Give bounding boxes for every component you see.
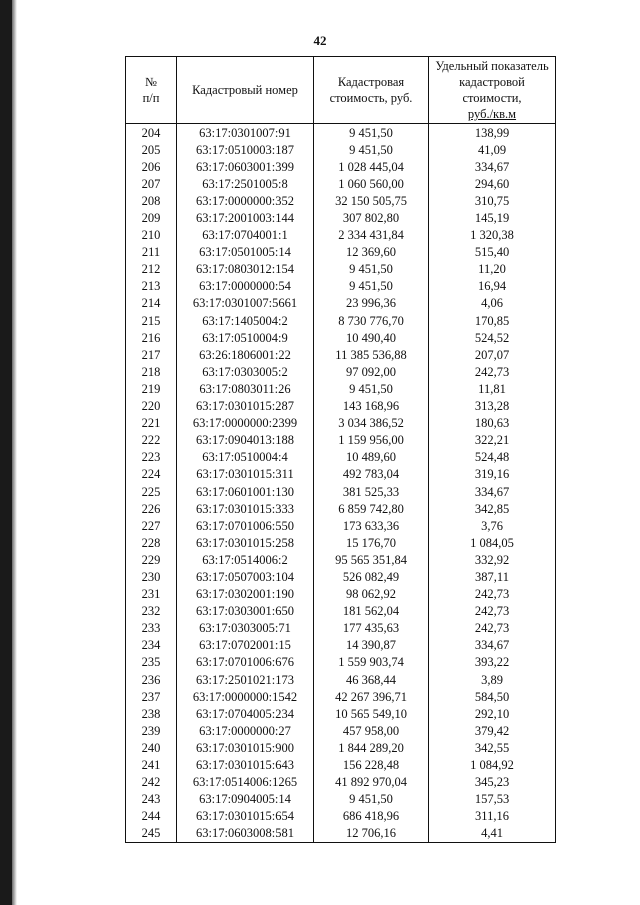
- specific-indicator-cell: 334,67: [429, 483, 556, 500]
- row-number-cell: 240: [126, 739, 177, 756]
- cadastral-number-cell: 63:17:0514006:1265: [177, 774, 314, 791]
- scan-edge-shadow: [12, 0, 17, 905]
- cadastral-value-cell: 1 060 560,00: [314, 175, 429, 192]
- table-row: [126, 244, 556, 261]
- cadastral-value-cell: 98 062,92: [314, 586, 429, 603]
- row-number-cell: 223: [126, 449, 177, 466]
- cadastral-value-cell: 1 028 445,04: [314, 158, 429, 175]
- header-row-number: [126, 57, 177, 124]
- header-value-line2: стоимость, руб.: [329, 91, 413, 105]
- table-row: [126, 329, 556, 346]
- specific-indicator-cell: 157,53: [429, 791, 556, 808]
- row-number-cell: 244: [126, 808, 177, 825]
- table-row: [126, 398, 556, 415]
- specific-indicator-cell: 145,19: [429, 209, 556, 226]
- cadastral-value-cell: 42 267 396,71: [314, 688, 429, 705]
- cadastral-value-cell: 181 562,04: [314, 603, 429, 620]
- cadastral-number-cell: 63:17:0000000:54: [177, 278, 314, 295]
- cadastral-value-cell: 23 996,36: [314, 295, 429, 312]
- cadastral-value-cell: 307 802,80: [314, 209, 429, 226]
- cadastral-number-cell: 63:17:0000000:352: [177, 192, 314, 209]
- row-number-cell: 216: [126, 329, 177, 346]
- cadastral-value-cell: 9 451,50: [314, 124, 429, 142]
- table-row: [126, 739, 556, 756]
- cadastral-number-cell: 63:17:0510004:4: [177, 449, 314, 466]
- cadastral-value-cell: 177 435,63: [314, 620, 429, 637]
- table-row: [126, 551, 556, 568]
- header-cadastral-number: [177, 57, 314, 124]
- table-row: [126, 432, 556, 449]
- table-row: [126, 722, 556, 739]
- header-num-line1: №: [145, 75, 157, 89]
- specific-indicator-cell: 345,23: [429, 774, 556, 791]
- cadastral-value-cell: 9 451,50: [314, 278, 429, 295]
- cadastral-value-cell: 1 844 289,20: [314, 739, 429, 756]
- row-number-cell: 221: [126, 415, 177, 432]
- specific-indicator-cell: 332,92: [429, 551, 556, 568]
- table-row: [126, 278, 556, 295]
- cadastral-value-cell: 1 559 903,74: [314, 654, 429, 671]
- specific-indicator-cell: 387,11: [429, 568, 556, 585]
- cadastral-value-cell: 526 082,49: [314, 568, 429, 585]
- cadastral-number-cell: 63:17:0510004:9: [177, 329, 314, 346]
- row-number-cell: 227: [126, 517, 177, 534]
- table-row: [126, 500, 556, 517]
- table-row: [126, 261, 556, 278]
- row-number-cell: 243: [126, 791, 177, 808]
- scan-dark-edge: [0, 0, 12, 905]
- header-num-line2: п/п: [142, 91, 160, 105]
- cadastral-number-cell: 63:17:0301015:643: [177, 756, 314, 773]
- cadastral-number-cell: 63:17:0603001:399: [177, 158, 314, 175]
- specific-indicator-cell: 11,20: [429, 261, 556, 278]
- cadastral-number-cell: 63:17:0301015:654: [177, 808, 314, 825]
- row-number-cell: 207: [126, 175, 177, 192]
- row-number-cell: 214: [126, 295, 177, 312]
- table-row: [126, 586, 556, 603]
- table-row: [126, 192, 556, 209]
- table-row: [126, 466, 556, 483]
- cadastral-number-cell: 63:17:0302001:190: [177, 586, 314, 603]
- row-number-cell: 230: [126, 568, 177, 585]
- table-row: [126, 517, 556, 534]
- cadastral-number-cell: 63:17:0704001:1: [177, 227, 314, 244]
- cadastral-value-cell: 143 168,96: [314, 398, 429, 415]
- cadastral-value-cell: 12 706,16: [314, 825, 429, 843]
- table-row: [126, 637, 556, 654]
- table-row: [126, 534, 556, 551]
- table-row: [126, 312, 556, 329]
- specific-indicator-cell: 311,16: [429, 808, 556, 825]
- specific-indicator-cell: 138,99: [429, 124, 556, 142]
- cadastral-number-cell: 63:17:2501005:8: [177, 175, 314, 192]
- cadastral-value-cell: 41 892 970,04: [314, 774, 429, 791]
- cadastral-number-cell: 63:17:0601001:130: [177, 483, 314, 500]
- cadastral-value-table: [125, 56, 556, 843]
- cadastral-value-cell: 1 159 956,00: [314, 432, 429, 449]
- row-number-cell: 232: [126, 603, 177, 620]
- specific-indicator-cell: 584,50: [429, 688, 556, 705]
- specific-indicator-cell: 1 320,38: [429, 227, 556, 244]
- cadastral-number-cell: 63:17:0904005:14: [177, 791, 314, 808]
- table-row: [126, 705, 556, 722]
- cadastral-number-cell: 63:17:2501021:173: [177, 671, 314, 688]
- cadastral-value-cell: 95 565 351,84: [314, 551, 429, 568]
- row-number-cell: 212: [126, 261, 177, 278]
- cadastral-number-cell: 63:17:0303005:2: [177, 363, 314, 380]
- table-row: [126, 209, 556, 226]
- specific-indicator-cell: 180,63: [429, 415, 556, 432]
- row-number-cell: 210: [126, 227, 177, 244]
- table-row: [126, 124, 556, 142]
- cadastral-value-cell: 156 228,48: [314, 756, 429, 773]
- specific-indicator-cell: 322,21: [429, 432, 556, 449]
- cadastral-value-cell: 14 390,87: [314, 637, 429, 654]
- row-number-cell: 211: [126, 244, 177, 261]
- row-number-cell: 220: [126, 398, 177, 415]
- cadastral-number-cell: 63:17:0000000:2399: [177, 415, 314, 432]
- specific-indicator-cell: 16,94: [429, 278, 556, 295]
- table-row: [126, 654, 556, 671]
- header-indicator-line1: Удельный показатель: [435, 59, 549, 73]
- table-body: [126, 124, 556, 843]
- specific-indicator-cell: 524,52: [429, 329, 556, 346]
- cadastral-value-cell: 10 565 549,10: [314, 705, 429, 722]
- cadastral-value-cell: 457 958,00: [314, 722, 429, 739]
- specific-indicator-cell: 3,76: [429, 517, 556, 534]
- cadastral-number-cell: 63:17:0301015:287: [177, 398, 314, 415]
- page-number: 42: [313, 33, 327, 48]
- cadastral-value-cell: 686 418,96: [314, 808, 429, 825]
- table-row: [126, 415, 556, 432]
- specific-indicator-cell: 393,22: [429, 654, 556, 671]
- cadastral-number-cell: 63:17:0303001:650: [177, 603, 314, 620]
- cadastral-value-cell: 9 451,50: [314, 141, 429, 158]
- cadastral-value-cell: 15 176,70: [314, 534, 429, 551]
- row-number-cell: 236: [126, 671, 177, 688]
- table-row: [126, 774, 556, 791]
- cadastral-value-cell: 381 525,33: [314, 483, 429, 500]
- cadastral-value-cell: 32 150 505,75: [314, 192, 429, 209]
- cadastral-value-cell: 173 633,36: [314, 517, 429, 534]
- table-row: [126, 295, 556, 312]
- cadastral-value-cell: 46 368,44: [314, 671, 429, 688]
- row-number-cell: 222: [126, 432, 177, 449]
- cadastral-number-cell: 63:17:0301007:91: [177, 124, 314, 142]
- header-cadastral-value: [314, 57, 429, 124]
- row-number-cell: 241: [126, 756, 177, 773]
- cadastral-number-cell: 63:17:0803011:26: [177, 380, 314, 397]
- cadastral-value-cell: 97 092,00: [314, 363, 429, 380]
- header-indicator-line3: стоимости,: [462, 91, 522, 105]
- table-row: [126, 141, 556, 158]
- specific-indicator-cell: 242,73: [429, 620, 556, 637]
- specific-indicator-cell: 292,10: [429, 705, 556, 722]
- row-number-cell: 219: [126, 380, 177, 397]
- cadastral-number-cell: 63:17:0301015:311: [177, 466, 314, 483]
- table-row: [126, 568, 556, 585]
- table-row: [126, 825, 556, 843]
- cadastral-value-cell: 11 385 536,88: [314, 346, 429, 363]
- row-number-cell: 226: [126, 500, 177, 517]
- header-indicator-line4: руб./кв.м: [467, 107, 517, 121]
- row-number-cell: 213: [126, 278, 177, 295]
- row-number-cell: 206: [126, 158, 177, 175]
- row-number-cell: 218: [126, 363, 177, 380]
- table-row: [126, 603, 556, 620]
- row-number-cell: 233: [126, 620, 177, 637]
- specific-indicator-cell: 515,40: [429, 244, 556, 261]
- table-row: [126, 808, 556, 825]
- cadastral-number-cell: 63:17:0000000:27: [177, 722, 314, 739]
- header-value-line1: Кадастровая: [337, 75, 405, 89]
- specific-indicator-cell: 319,16: [429, 466, 556, 483]
- cadastral-number-cell: 63:17:1405004:2: [177, 312, 314, 329]
- specific-indicator-cell: 207,07: [429, 346, 556, 363]
- table-row: [126, 483, 556, 500]
- cadastral-number-cell: 63:17:0301007:5661: [177, 295, 314, 312]
- table-row: [126, 227, 556, 244]
- cadastral-number-cell: 63:17:0803012:154: [177, 261, 314, 278]
- table-row: [126, 363, 556, 380]
- row-number-cell: 209: [126, 209, 177, 226]
- row-number-cell: 245: [126, 825, 177, 843]
- row-number-cell: 242: [126, 774, 177, 791]
- cadastral-number-cell: 63:17:0904013:188: [177, 432, 314, 449]
- row-number-cell: 215: [126, 312, 177, 329]
- row-number-cell: 224: [126, 466, 177, 483]
- specific-indicator-cell: 242,73: [429, 603, 556, 620]
- specific-indicator-cell: 1 084,05: [429, 534, 556, 551]
- row-number-cell: 208: [126, 192, 177, 209]
- row-number-cell: 204: [126, 124, 177, 142]
- specific-indicator-cell: 294,60: [429, 175, 556, 192]
- specific-indicator-cell: 342,85: [429, 500, 556, 517]
- table-row: [126, 175, 556, 192]
- specific-indicator-cell: 3,89: [429, 671, 556, 688]
- specific-indicator-cell: 4,06: [429, 295, 556, 312]
- specific-indicator-cell: 342,55: [429, 739, 556, 756]
- cadastral-number-cell: 63:17:2001003:144: [177, 209, 314, 226]
- row-number-cell: 228: [126, 534, 177, 551]
- specific-indicator-cell: 524,48: [429, 449, 556, 466]
- specific-indicator-cell: 11,81: [429, 380, 556, 397]
- specific-indicator-cell: 334,67: [429, 158, 556, 175]
- specific-indicator-cell: 334,67: [429, 637, 556, 654]
- cadastral-value-cell: 9 451,50: [314, 261, 429, 278]
- cadastral-number-cell: 63:17:0501005:14: [177, 244, 314, 261]
- header-indicator-line2: кадастровой: [459, 75, 525, 89]
- row-number-cell: 231: [126, 586, 177, 603]
- row-number-cell: 205: [126, 141, 177, 158]
- specific-indicator-cell: 242,73: [429, 586, 556, 603]
- cadastral-value-cell: 3 034 386,52: [314, 415, 429, 432]
- specific-indicator-cell: 170,85: [429, 312, 556, 329]
- cadastral-value-cell: 9 451,50: [314, 380, 429, 397]
- row-number-cell: 239: [126, 722, 177, 739]
- specific-indicator-cell: 379,42: [429, 722, 556, 739]
- row-number-cell: 234: [126, 637, 177, 654]
- specific-indicator-cell: 242,73: [429, 363, 556, 380]
- cadastral-value-cell: 492 783,04: [314, 466, 429, 483]
- table-row: [126, 346, 556, 363]
- row-number-cell: 225: [126, 483, 177, 500]
- table-row: [126, 688, 556, 705]
- row-number-cell: 237: [126, 688, 177, 705]
- cadastral-number-cell: 63:17:0301015:900: [177, 739, 314, 756]
- cadastral-value-cell: 9 451,50: [314, 791, 429, 808]
- cadastral-value-cell: 2 334 431,84: [314, 227, 429, 244]
- cadastral-number-cell: 63:17:0704005:234: [177, 705, 314, 722]
- table-row: [126, 756, 556, 773]
- cadastral-value-cell: 12 369,60: [314, 244, 429, 261]
- table-row: [126, 671, 556, 688]
- header-specific-indicator: [429, 57, 556, 124]
- table-row: [126, 158, 556, 175]
- header-cadastral-label: Кадастровый номер: [192, 83, 298, 97]
- specific-indicator-cell: 41,09: [429, 141, 556, 158]
- cadastral-number-cell: 63:17:0303005:71: [177, 620, 314, 637]
- specific-indicator-cell: 310,75: [429, 192, 556, 209]
- specific-indicator-cell: 313,28: [429, 398, 556, 415]
- table-row: [126, 791, 556, 808]
- cadastral-number-cell: 63:17:0000000:1542: [177, 688, 314, 705]
- cadastral-value-cell: 10 489,60: [314, 449, 429, 466]
- cadastral-value-cell: 10 490,40: [314, 329, 429, 346]
- cadastral-number-cell: 63:17:0507003:104: [177, 568, 314, 585]
- specific-indicator-cell: 4,41: [429, 825, 556, 843]
- table-row: [126, 449, 556, 466]
- specific-indicator-cell: 1 084,92: [429, 756, 556, 773]
- cadastral-number-cell: 63:17:0603008:581: [177, 825, 314, 843]
- cadastral-number-cell: 63:17:0702001:15: [177, 637, 314, 654]
- cadastral-number-cell: 63:17:0510003:187: [177, 141, 314, 158]
- cadastral-number-cell: 63:17:0301015:258: [177, 534, 314, 551]
- table-row: [126, 380, 556, 397]
- cadastral-value-cell: 6 859 742,80: [314, 500, 429, 517]
- table-header-row: [126, 57, 556, 124]
- row-number-cell: 229: [126, 551, 177, 568]
- cadastral-number-cell: 63:17:0701006:550: [177, 517, 314, 534]
- row-number-cell: 217: [126, 346, 177, 363]
- cadastral-number-cell: 63:17:0701006:676: [177, 654, 314, 671]
- row-number-cell: 235: [126, 654, 177, 671]
- cadastral-number-cell: 63:17:0301015:333: [177, 500, 314, 517]
- table-row: [126, 620, 556, 637]
- cadastral-value-cell: 8 730 776,70: [314, 312, 429, 329]
- row-number-cell: 238: [126, 705, 177, 722]
- cadastral-number-cell: 63:26:1806001:22: [177, 346, 314, 363]
- cadastral-number-cell: 63:17:0514006:2: [177, 551, 314, 568]
